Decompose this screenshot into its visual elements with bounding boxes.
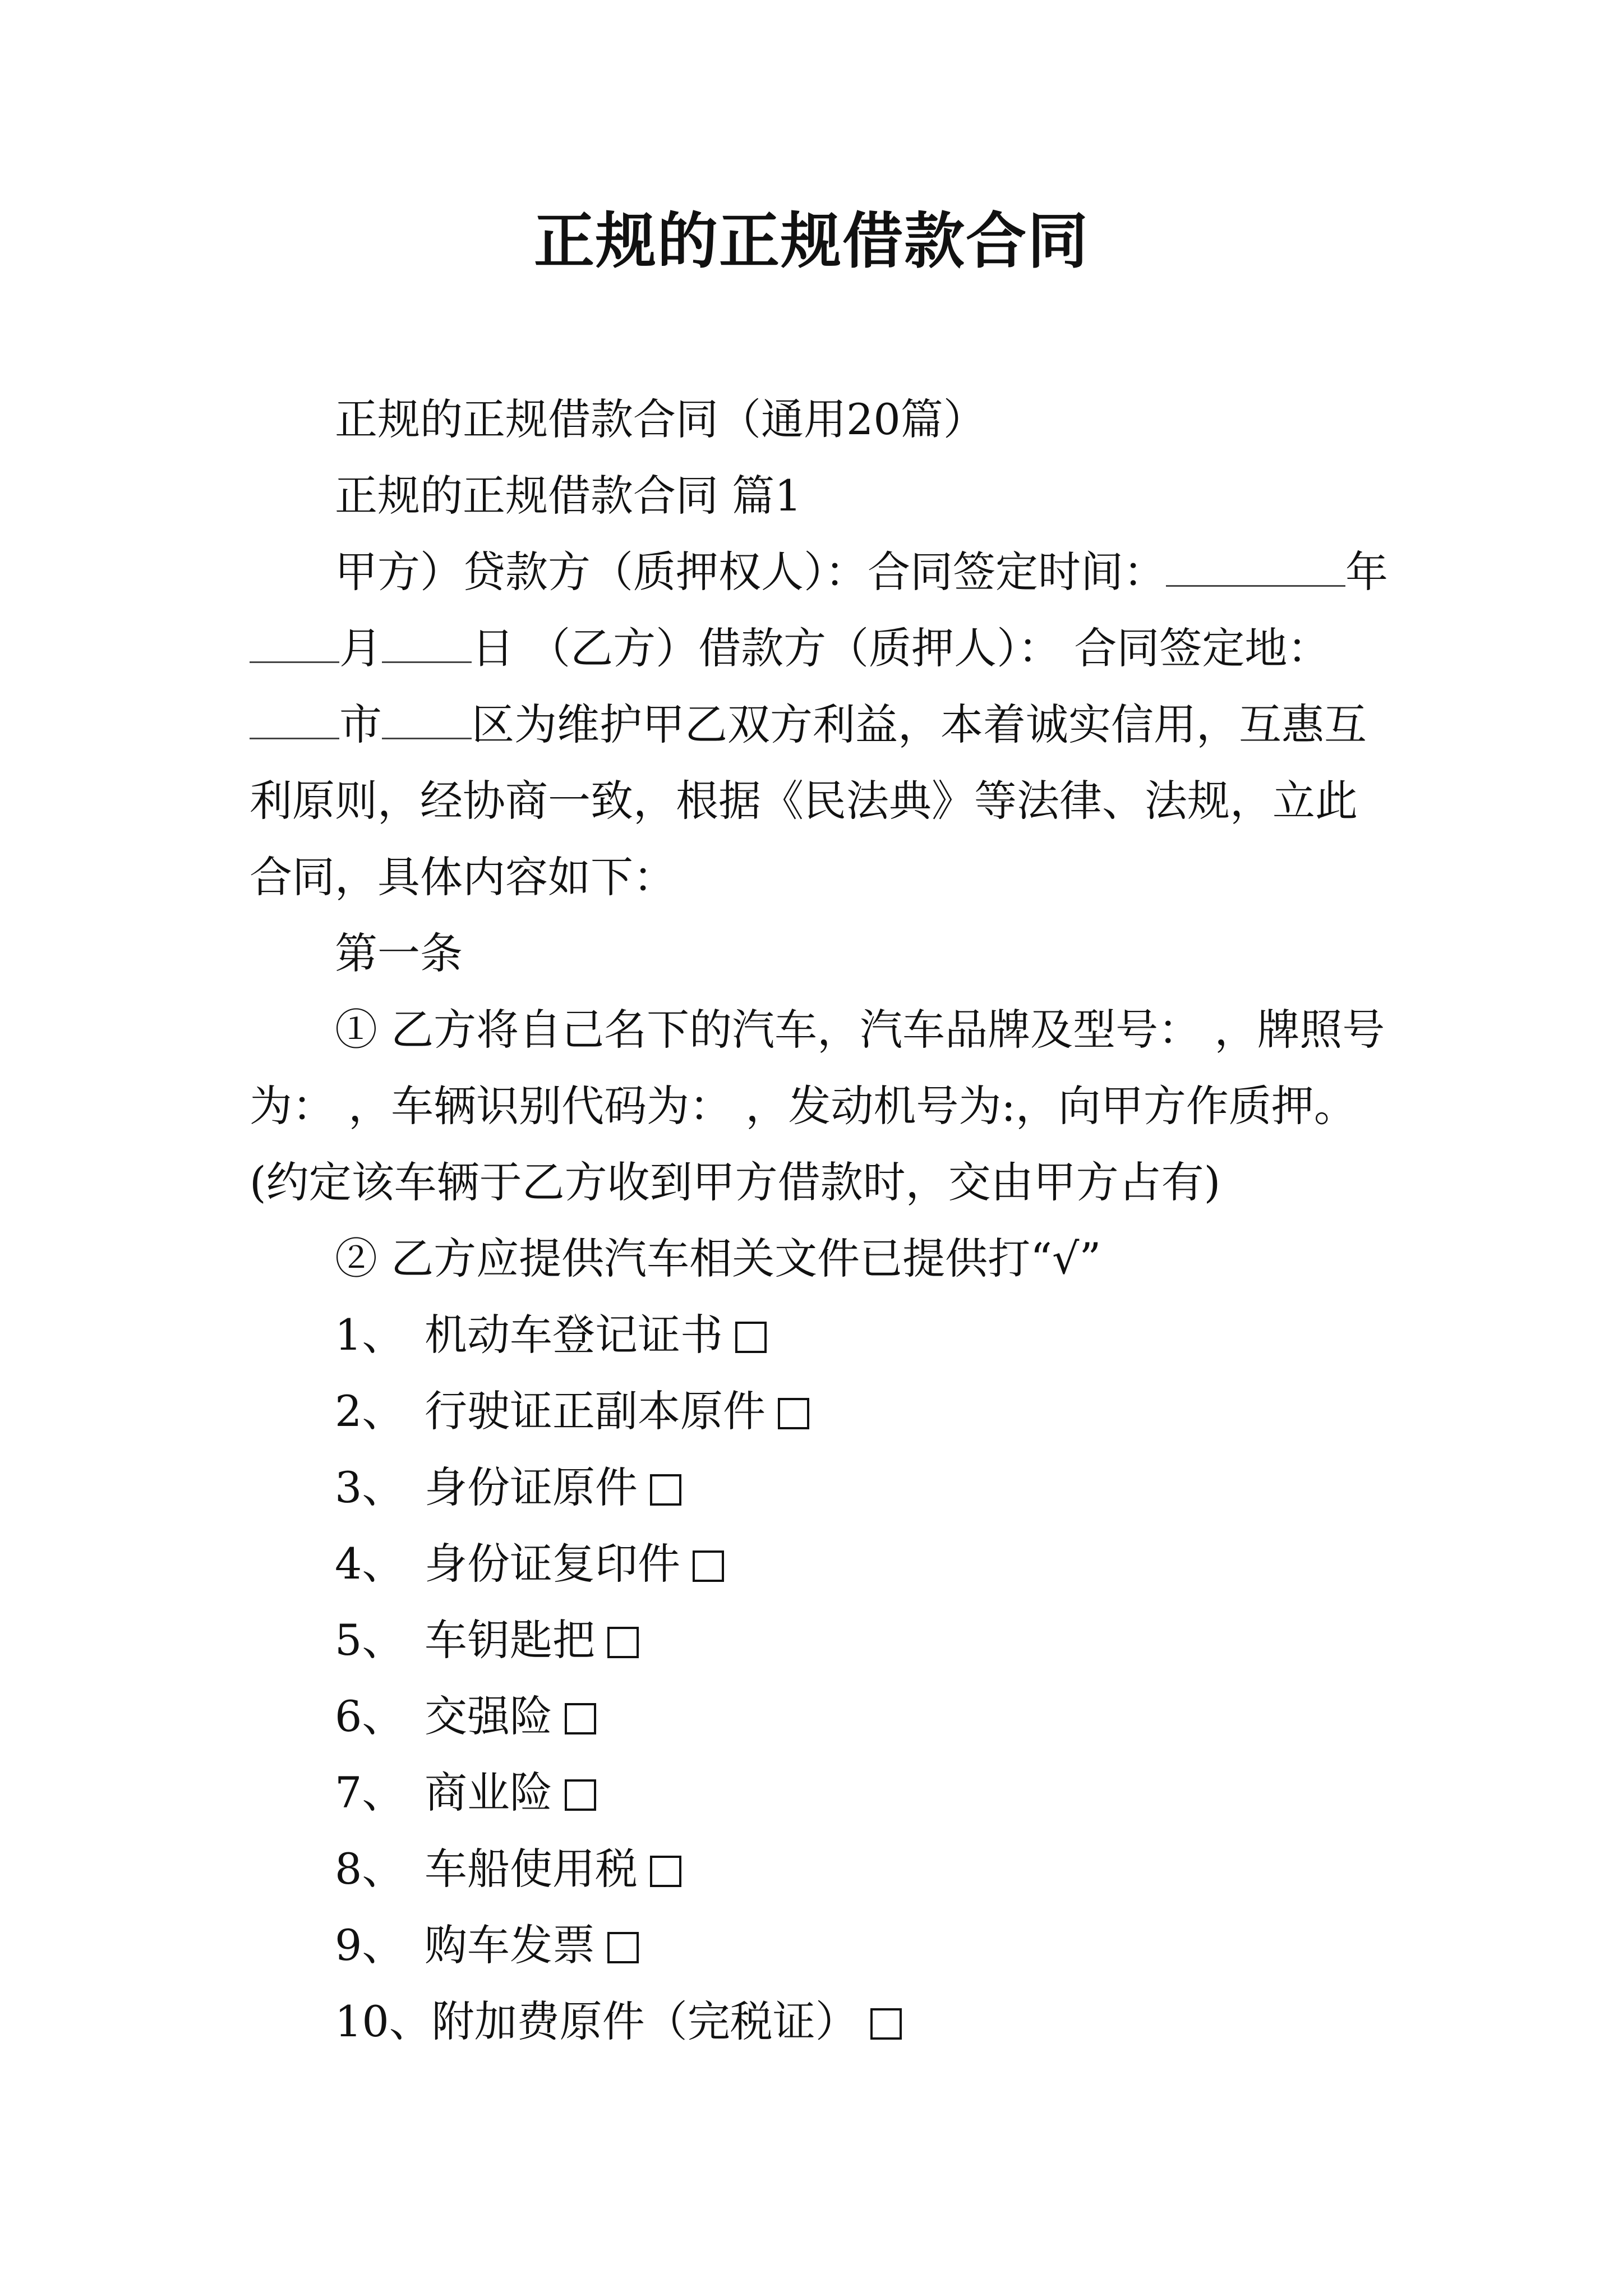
- district-blank-line[interactable]: [382, 704, 472, 739]
- city-blank-line[interactable]: [250, 704, 339, 739]
- subtitle: 正规的正规借款合同（通用20篇）: [335, 394, 986, 444]
- item-number: 8、: [335, 1844, 405, 1894]
- intro-text-4: 日 （乙方）借款方（质押人）： 合同签定地：: [472, 623, 1330, 673]
- checkbox[interactable]: [650, 1856, 681, 1887]
- checkbox[interactable]: [693, 1550, 724, 1582]
- item-label: 车钥匙把: [425, 1615, 595, 1665]
- item-number: 1、: [335, 1310, 405, 1360]
- checklist-item: [335, 1602, 1394, 1678]
- item-number: 2、: [335, 1386, 405, 1436]
- checkbox[interactable]: [870, 2008, 902, 2040]
- checklist-item: [335, 1831, 1394, 1907]
- item-number: 6、: [335, 1691, 405, 1741]
- page-title: 正规的正规借款合同: [533, 206, 1089, 277]
- item-label: 身份证原件: [425, 1462, 638, 1512]
- item-number: 4、: [335, 1539, 405, 1589]
- checkbox[interactable]: [565, 1703, 596, 1734]
- intro-paragraph: [250, 534, 1394, 915]
- item-label: 行驶证正副本原件: [425, 1386, 766, 1436]
- article-heading: 第一条: [335, 928, 463, 978]
- day-blank-line[interactable]: [382, 628, 472, 663]
- month-blank-line[interactable]: [250, 628, 339, 663]
- clause-2: ② 乙方应提供汽车相关文件已提供打“√”: [335, 1234, 1101, 1283]
- item-label: 车船使用税: [425, 1844, 638, 1894]
- item-label: 身份证复印件: [425, 1539, 680, 1589]
- checklist-item: [335, 1450, 1394, 1526]
- item-number: 7、: [335, 1768, 405, 1818]
- intro-text-1: 甲方）贷款方（质押权人）：合同签定时间：: [335, 547, 1166, 597]
- checklist-item: [335, 1297, 1394, 1373]
- item-number: 10、: [335, 1996, 432, 2046]
- item-number: 5、: [335, 1615, 405, 1665]
- checkbox[interactable]: [607, 1932, 639, 1963]
- section-heading: 正规的正规借款合同 篇1: [335, 471, 802, 521]
- intro-text-5: 市: [339, 700, 382, 749]
- item-label: 商业险: [425, 1768, 552, 1818]
- checklist-item: [335, 1526, 1394, 1602]
- checkbox[interactable]: [778, 1398, 809, 1429]
- checklist-item: [335, 1678, 1394, 1755]
- clause-1: ① 乙方将自己名下的汽车，汽车品牌及型号： ，牌照号为： ，车辆识别代码为： ，发动机号为:，向甲方作质押。(约定该车辆于乙方收到甲方借款时，交由甲方占有): [250, 1005, 1385, 1207]
- intro-text-2: 年: [1345, 547, 1388, 597]
- item-label: 购车发票: [425, 1920, 595, 1970]
- item-label: 交强险: [425, 1691, 552, 1741]
- item-label: 附加费原件（完税证）: [431, 1996, 858, 2046]
- checklist-item: [335, 1755, 1394, 1831]
- checkbox[interactable]: [735, 1322, 767, 1353]
- checkbox[interactable]: [565, 1779, 596, 1811]
- document-body: [250, 381, 1394, 2060]
- intro-text-3: 月: [339, 623, 382, 673]
- checklist-item: [335, 1373, 1394, 1450]
- checklist-item: [335, 1907, 1394, 1984]
- checklist-item: [335, 1984, 1394, 2060]
- item-number: 9、: [335, 1920, 405, 1970]
- item-label: 机动车登记证书: [425, 1310, 723, 1360]
- date-blank-line[interactable]: [1166, 551, 1345, 587]
- intro-text-6: 区为维护甲乙双方利益，本着诚实信用，互惠互利原则，经协商一致，根据《民法典》等法律、法规，立此合同，具体内容如下：: [250, 700, 1367, 902]
- item-number: 3、: [335, 1462, 405, 1512]
- checkbox[interactable]: [607, 1627, 639, 1658]
- checkbox[interactable]: [650, 1474, 681, 1506]
- document-checklist: [250, 1297, 1394, 2060]
